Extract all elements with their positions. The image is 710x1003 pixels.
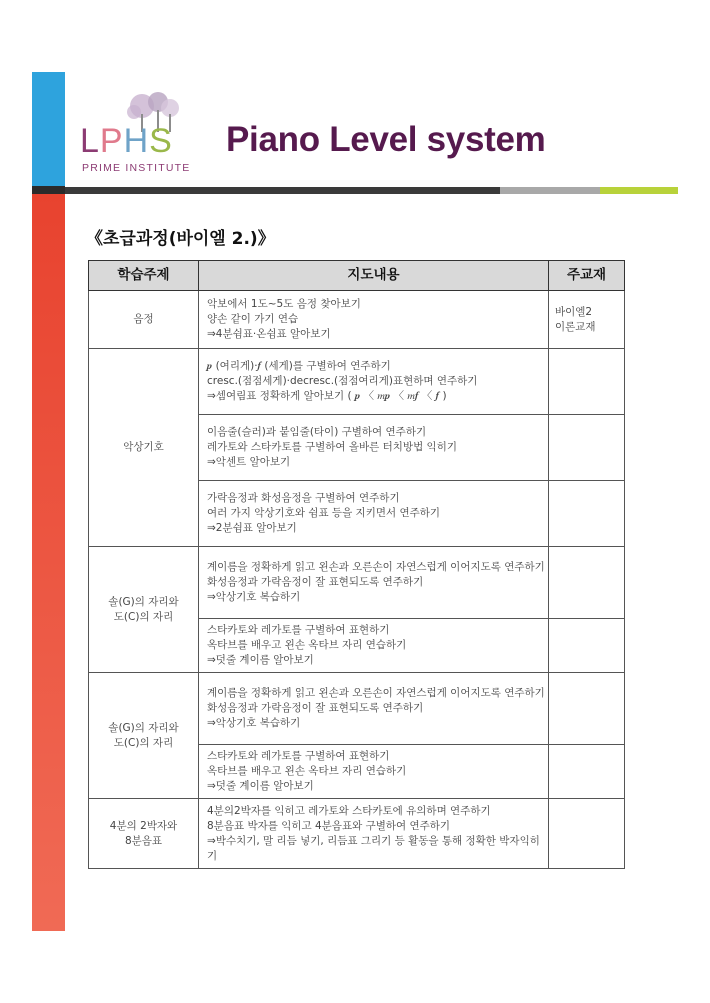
table-header-row: [89, 261, 625, 291]
content-line: 가락음정과 화성음정을 구별하여 연주하기: [207, 492, 400, 504]
content-line: ⇒악상기호 복습하기: [207, 717, 301, 729]
header-rule-gray: [500, 187, 600, 194]
content-line: 이음줄(슬러)과 붙임줄(타이) 구별하여 연주하기: [207, 426, 427, 438]
topic-cell: 음정: [89, 291, 199, 349]
book-cell: [549, 547, 625, 619]
logo-wordmark: LPHS: [80, 122, 173, 160]
book-cell: 바이엘2 이론교재: [549, 291, 625, 349]
book-cell: [549, 619, 625, 673]
content-line: ⇒4분쉼표·온쉼표 알아보기: [207, 328, 331, 340]
book-cell: [549, 799, 625, 869]
content-line: ⇒덧줄 계이름 알아보기: [207, 654, 314, 666]
book-cell: [549, 349, 625, 415]
content-line: ⇒악상기호 복습하기: [207, 591, 301, 603]
topic-cell: 악상기호: [89, 349, 199, 547]
table-row: [89, 673, 625, 745]
content-line: 계이름을 정확하게 읽고 왼손과 오른손이 자연스럽게 이어지도록 연주하기: [207, 687, 545, 699]
topic-cell: 4분의 2박자와 8분음표: [89, 799, 199, 869]
content-line: 계이름을 정확하게 읽고 왼손과 오른손이 자연스럽게 이어지도록 연주하기: [207, 561, 545, 573]
content-line: 4분의2박자를 익히고 레가토와 스타카토에 유의하며 연주하기: [207, 804, 491, 817]
content-line: 스타카토와 레가토를 구별하여 표현하기: [207, 624, 390, 636]
content-cell: [199, 745, 549, 799]
logo: [80, 92, 210, 174]
left-accent-bar-red: [32, 194, 65, 931]
content-line: ⇒셈여림표 정확하게 알아보기 ( 𝆏 〈 𝆐𝆏 〈 𝆐𝆑 〈 𝆑 ): [207, 390, 447, 402]
column-header-book: 주교재: [549, 261, 625, 291]
column-header-content: 지도내용: [199, 261, 549, 291]
topic-cell: 솔(G)의 자리와 도(C)의 자리: [89, 673, 199, 799]
content-line: 𝆏 (여리게)·𝆑 (세게)를 구별하여 연주하기: [207, 360, 391, 372]
content-cell: [199, 619, 549, 673]
left-accent-bar-blue: [32, 72, 65, 186]
table-row: [89, 349, 625, 415]
content-cell: [199, 673, 549, 745]
left-accent-bar-dark: [32, 186, 65, 194]
table-body: [89, 291, 625, 869]
content-line: cresc.(점점세게)·decresc.(점점여리게)표현하며 연주하기: [207, 375, 478, 387]
content-line: ⇒덧줄 계이름 알아보기: [207, 780, 314, 792]
table-row: [89, 547, 625, 619]
topic-cell: 솔(G)의 자리와 도(C)의 자리: [89, 547, 199, 673]
content-line: 옥타브를 배우고 왼손 옥타브 자리 연습하기: [207, 765, 407, 777]
table-row: [89, 291, 625, 349]
content-line: 악보에서 1도~5도 음정 찾아보기: [207, 298, 361, 310]
book-cell: [549, 745, 625, 799]
content-line: ⇒악센트 알아보기: [207, 456, 291, 468]
content-cell: [199, 349, 549, 415]
column-header-topic: 학습주제: [89, 261, 199, 291]
content-line: ⇒2분쉼표 알아보기: [207, 522, 297, 534]
content-line: 양손 같이 가기 연습: [207, 313, 299, 325]
content-line: 스타카토와 레가토를 구별하여 표현하기: [207, 750, 390, 762]
curriculum-table: [88, 260, 625, 869]
content-line: 레가토와 스타카토를 구별하여 올바른 터치방법 익히기: [207, 441, 457, 453]
logo-subtitle: PRIME INSTITUTE: [82, 162, 191, 174]
content-cell: [199, 415, 549, 481]
header-rule-green: [600, 187, 678, 194]
content-line: 8분음표 박자를 익히고 4분음표와 구별하여 연주하기: [207, 819, 451, 832]
book-cell: [549, 415, 625, 481]
section-title: 《초급과정(바이엘 2.)》: [86, 229, 275, 249]
content-line: 화성음정과 가락음정이 잘 표현되도록 연주하기: [207, 576, 424, 588]
content-line: 여러 가지 악상기호와 쉼표 등을 지키면서 연주하기: [207, 507, 441, 519]
table-row: [89, 799, 625, 869]
content-cell: [199, 291, 549, 349]
content-line: 화성음정과 가락음정이 잘 표현되도록 연주하기: [207, 702, 424, 714]
content-line: 옥타브를 배우고 왼손 옥타브 자리 연습하기: [207, 639, 407, 651]
header-rule-dark: [65, 187, 500, 194]
book-cell: [549, 481, 625, 547]
content-cell: [199, 547, 549, 619]
content-line: ⇒박수치기, 말 리듬 넣기, 리듬표 그리기 등 활동을 통해 정확한 박자익히기: [207, 834, 540, 862]
book-cell: [549, 673, 625, 745]
page-title: Piano Level system: [226, 120, 546, 159]
content-cell: [199, 481, 549, 547]
content-cell: [199, 799, 549, 869]
